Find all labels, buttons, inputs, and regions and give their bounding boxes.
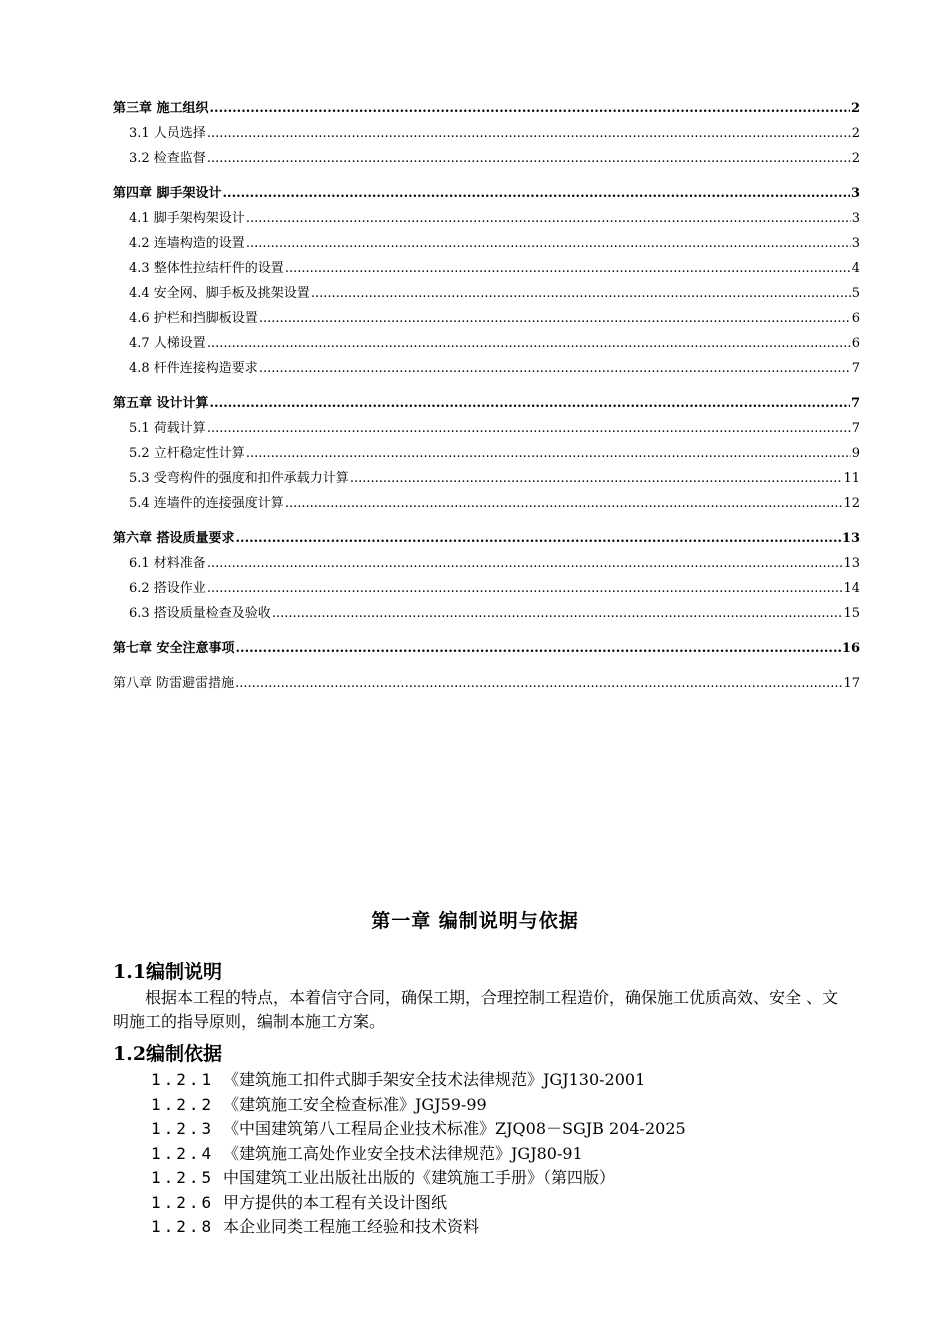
toc-entry-title: 第六章 搭设质量要求 (113, 531, 235, 546)
reference-text: 中国建筑工业出版社出版的《建筑施工手册》（第四版） (223, 1168, 616, 1187)
toc-entry[interactable] (113, 530, 860, 548)
toc-entry-page-number: 3 (851, 211, 860, 226)
toc-dot-leader (210, 100, 850, 118)
toc-dot-leader (207, 150, 851, 168)
reference-number: 1.2.4 (151, 1143, 215, 1163)
toc-entry-title: 6.1 材料准备 (129, 556, 206, 571)
section-paragraph-1-1: 根据本工程的特点，本着信守合同，确保工期，合理控制工程造价，确保施工优质高效、安全 、文明施工的指导原则，编制本施工方案。 (113, 988, 839, 1031)
reference-item (113, 1191, 848, 1216)
toc-entry[interactable] (113, 310, 860, 328)
toc-entry-page-number: 17 (843, 676, 860, 691)
toc-entry-page-number: 6 (851, 336, 860, 351)
toc-entry-title: 4.2 连墙构造的设置 (129, 236, 245, 251)
toc-entry-page-number: 2 (851, 126, 860, 141)
toc-dot-leader (207, 420, 851, 438)
toc-entry[interactable] (113, 580, 860, 598)
reference-number: 1.2.2 (151, 1094, 215, 1114)
toc-entry-page-number: 11 (843, 471, 860, 486)
toc-entry[interactable] (113, 605, 860, 623)
toc-entry[interactable] (113, 285, 860, 303)
toc-dot-leader (350, 470, 843, 488)
reference-text: 《建筑施工安全检查标准》JGJ59-99 (223, 1094, 487, 1114)
toc-entry[interactable] (113, 260, 860, 278)
toc-entry-title: 4.7 人梯设置 (129, 336, 206, 351)
toc-entry[interactable] (113, 125, 860, 143)
toc-entry[interactable] (113, 675, 860, 693)
toc-entry-title: 第四章 脚手架设计 (113, 186, 222, 201)
reference-text: 《建筑施工高处作业安全技术法律规范》JGJ80-91 (223, 1143, 583, 1163)
toc-entry-title: 5.1 荷载计算 (129, 421, 206, 436)
section-heading-1-1: 1.1编制说明 (113, 961, 223, 983)
toc-entry-title: 4.4 安全网、脚手板及挑架设置 (129, 286, 310, 301)
toc-dot-leader (311, 285, 851, 303)
reference-text: 《中国建筑第八工程局企业技术标准》ZJQ08－SGJB 204-2025 (223, 1119, 686, 1138)
reference-number: 1.2.8 (151, 1217, 215, 1236)
toc-dot-leader (246, 235, 851, 253)
reference-number: 1.2.6 (151, 1192, 215, 1212)
reference-text: 《建筑施工扣件式脚手架安全技术法律规范》JGJ130-2001 (223, 1070, 646, 1089)
toc-entry[interactable] (113, 235, 860, 253)
reference-number: 1.2.1 (151, 1070, 215, 1089)
toc-entry-page-number: 3 (851, 236, 860, 251)
toc-entry-page-number: 2 (851, 151, 860, 166)
toc-dot-leader (246, 445, 851, 463)
toc-entry[interactable] (113, 395, 860, 413)
toc-entry[interactable] (113, 360, 860, 378)
toc-dot-leader (272, 605, 843, 623)
toc-dot-leader (207, 125, 851, 143)
toc-entry-title: 5.2 立杆稳定性计算 (129, 446, 245, 461)
toc-entry-title: 3.1 人员选择 (129, 126, 206, 141)
table-of-contents (113, 100, 860, 693)
toc-entry-page-number: 3 (850, 186, 860, 201)
reference-item (113, 1117, 848, 1142)
toc-entry-page-number: 15 (843, 606, 860, 621)
toc-dot-leader (236, 530, 841, 548)
toc-entry-title: 4.1 脚手架构架设计 (129, 211, 245, 226)
section-heading-1-2: 1.2编制依据 (113, 1043, 223, 1065)
toc-entry-page-number: 2 (850, 101, 860, 116)
toc-entry[interactable] (113, 100, 860, 118)
toc-entry[interactable] (113, 150, 860, 168)
chapter-body (113, 958, 848, 1240)
toc-dot-leader (235, 675, 842, 693)
toc-entry-title: 5.4 连墙件的连接强度计算 (129, 496, 284, 511)
toc-entry[interactable] (113, 210, 860, 228)
reference-text: 本企业同类工程施工经验和技术资料 (223, 1217, 480, 1236)
toc-entry-page-number: 7 (851, 421, 860, 436)
toc-entry-title: 6.2 搭设作业 (129, 581, 206, 596)
toc-entry-title: 第七章 安全注意事项 (113, 641, 235, 656)
toc-dot-leader (259, 310, 851, 328)
toc-entry[interactable] (113, 495, 860, 513)
toc-entry[interactable] (113, 470, 860, 488)
reference-item (113, 1068, 848, 1093)
toc-dot-leader (207, 335, 851, 353)
toc-entry-title: 第八章 防雷避雷措施 (113, 676, 235, 691)
toc-dot-leader (207, 555, 843, 573)
toc-entry-page-number: 14 (843, 581, 860, 596)
toc-dot-leader (246, 210, 851, 228)
reference-item (113, 1215, 848, 1240)
toc-entry[interactable] (113, 335, 860, 353)
reference-item (113, 1093, 848, 1118)
toc-entry-page-number: 13 (843, 556, 860, 571)
toc-entry[interactable] (113, 555, 860, 573)
toc-dot-leader (223, 185, 850, 203)
toc-entry[interactable] (113, 445, 860, 463)
toc-dot-leader (210, 395, 850, 413)
reference-list (113, 1068, 848, 1240)
toc-entry[interactable] (113, 185, 860, 203)
toc-entry-page-number: 12 (843, 496, 860, 511)
toc-entry-title: 4.6 护栏和挡脚板设置 (129, 311, 258, 326)
toc-dot-leader (259, 360, 851, 378)
toc-entry-title: 4.8 杆件连接构造要求 (129, 361, 258, 376)
toc-dot-leader (285, 495, 843, 513)
toc-entry-title: 3.2 检查监督 (129, 151, 206, 166)
toc-entry-page-number: 16 (841, 641, 860, 656)
toc-entry[interactable] (113, 640, 860, 658)
reference-item (113, 1166, 848, 1191)
toc-entry-title: 6.3 搭设质量检查及验收 (129, 606, 271, 621)
toc-entry-page-number: 4 (851, 261, 860, 276)
toc-entry-title: 第三章 施工组织 (113, 101, 209, 116)
toc-entry-title: 第五章 设计计算 (113, 396, 209, 411)
toc-entry-page-number: 13 (841, 531, 860, 546)
toc-dot-leader (236, 640, 841, 658)
toc-entry[interactable] (113, 420, 860, 438)
toc-dot-leader (207, 580, 843, 598)
toc-entry-page-number: 6 (851, 311, 860, 326)
toc-entry-title: 4.3 整体性拉结杆件的设置 (129, 261, 284, 276)
toc-dot-leader (285, 260, 851, 278)
toc-entry-title: 5.3 受弯构件的强度和扣件承载力计算 (129, 471, 349, 486)
toc-entry-page-number: 7 (850, 396, 860, 411)
toc-entry-page-number: 7 (851, 361, 860, 376)
reference-number: 1.2.3 (151, 1119, 215, 1138)
reference-text: 甲方提供的本工程有关设计图纸 (223, 1192, 448, 1212)
toc-entry-page-number: 9 (851, 446, 860, 461)
toc-entry-page-number: 5 (851, 286, 860, 301)
reference-number: 1.2.5 (151, 1168, 215, 1187)
reference-item (113, 1142, 848, 1167)
chapter-title: 第一章 编制说明与依据 (371, 910, 579, 932)
